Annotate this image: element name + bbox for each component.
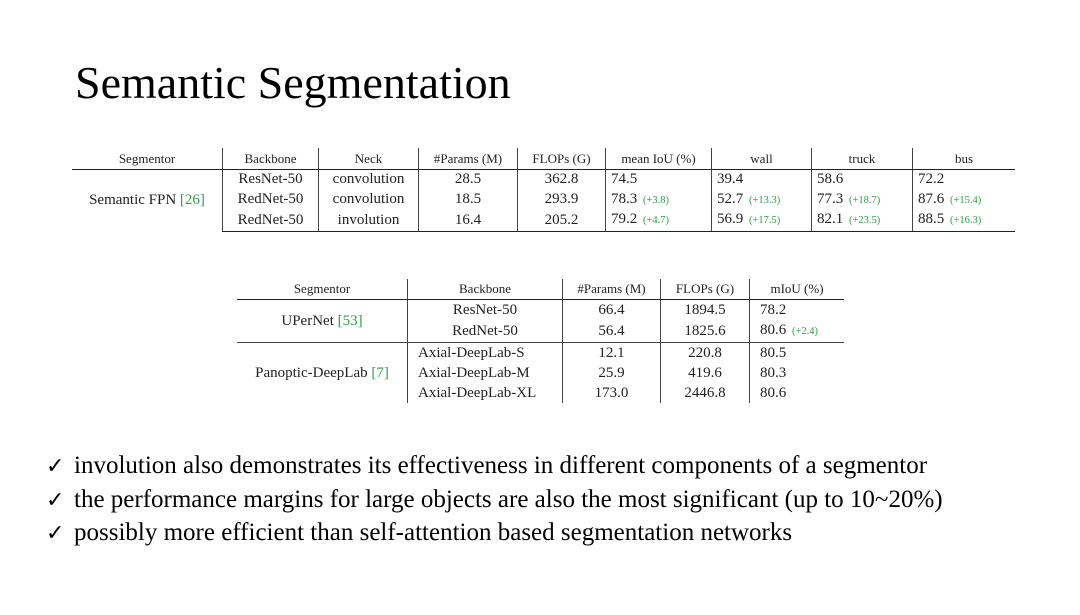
col-header-flops: FLOPs (G) <box>661 279 750 300</box>
citation: [26] <box>179 191 205 208</box>
semantic-fpn-results-table <box>72 148 1015 232</box>
checkmark-icon: ✓ <box>46 521 65 546</box>
slide-title: Semantic Segmentation <box>75 57 511 108</box>
bus-cell <box>913 190 1016 211</box>
miou-delta: (+3.8) <box>643 194 670 206</box>
bus-delta: (+15.4) <box>950 194 982 206</box>
segmentor-cell <box>237 343 408 404</box>
col-header-miou: mIoU (%) <box>750 279 845 300</box>
params-cell: 173.0 <box>563 383 661 403</box>
miou-value: 80.6 <box>760 322 787 338</box>
segmentor-name: Semantic FPN <box>89 191 177 208</box>
miou-cell <box>750 320 845 343</box>
flops-cell: 293.9 <box>518 190 606 211</box>
miou-value: 79.2 <box>611 211 638 227</box>
wall-cell <box>712 170 812 190</box>
truck-value: 82.1 <box>817 211 844 227</box>
truck-value: 58.6 <box>817 171 844 187</box>
wall-cell <box>712 210 812 231</box>
col-header-miou: mean IoU (%) <box>606 148 712 170</box>
table-header-row <box>237 279 844 300</box>
flops-cell: 220.8 <box>661 343 750 364</box>
miou-value: 78.2 <box>760 302 787 318</box>
truck-value: 77.3 <box>817 190 844 207</box>
flops-cell: 1894.5 <box>661 300 750 321</box>
col-header-backbone: Backbone <box>408 279 563 300</box>
flops-cell: 362.8 <box>518 170 606 190</box>
backbone-cell: RedNet-50 <box>223 190 319 211</box>
checkmark-icon: ✓ <box>46 487 65 513</box>
bullet-list <box>46 450 943 551</box>
truck-cell <box>812 190 913 211</box>
bus-delta: (+16.3) <box>950 215 982 226</box>
backbone-cell: RedNet-50 <box>223 210 319 231</box>
miou-cell <box>750 343 845 364</box>
miou-value: 78.3 <box>611 190 638 207</box>
truck-delta: (+23.5) <box>849 215 881 226</box>
flops-cell: 205.2 <box>518 210 606 231</box>
backbone-cell: Axial-DeepLab-S <box>408 343 563 364</box>
flops-cell: 2446.8 <box>661 383 750 403</box>
wall-value: 52.7 <box>717 190 744 207</box>
miou-cell <box>750 300 845 321</box>
bus-value: 87.6 <box>918 190 945 207</box>
checkmark-icon: ✓ <box>46 454 65 479</box>
backbone-cell: RedNet-50 <box>408 320 563 343</box>
miou-cell <box>606 190 712 211</box>
bullet-text: involution also demonstrates its effectiveness in different components of a segmentor <box>74 452 928 479</box>
miou-value: 80.5 <box>760 345 787 361</box>
miou-delta: (+4.7) <box>643 215 670 226</box>
col-header-bus: bus <box>913 148 1016 170</box>
table-row <box>237 300 844 321</box>
truck-cell <box>812 170 913 190</box>
miou-cell <box>606 210 712 231</box>
col-header-truck: truck <box>812 148 913 170</box>
wall-delta: (+13.3) <box>749 194 781 206</box>
neck-cell: involution <box>319 210 419 231</box>
flops-cell: 1825.6 <box>661 320 750 343</box>
wall-delta: (+17.5) <box>749 215 781 226</box>
bus-cell <box>913 210 1016 231</box>
bus-value: 88.5 <box>918 211 945 227</box>
miou-cell <box>606 170 712 190</box>
neck-cell: convolution <box>319 170 419 190</box>
segmentor-cell <box>237 300 408 343</box>
col-header-params: #Params (M) <box>419 148 518 170</box>
params-cell: 66.4 <box>563 300 661 321</box>
backbone-cell: Axial-DeepLab-XL <box>408 383 563 403</box>
bullet-item <box>46 517 943 551</box>
col-header-neck: Neck <box>319 148 419 170</box>
backbone-cell: Axial-DeepLab-M <box>408 363 563 383</box>
segmentor-name: UPerNet <box>281 313 334 329</box>
params-cell: 18.5 <box>419 190 518 211</box>
miou-value: 80.3 <box>760 365 787 381</box>
bullet-item <box>46 450 943 484</box>
segmentor-comparison-table <box>237 279 844 403</box>
col-header-backbone: Backbone <box>223 148 319 170</box>
wall-value: 39.4 <box>717 171 744 187</box>
params-cell: 56.4 <box>563 320 661 343</box>
wall-cell <box>712 190 812 211</box>
citation: [53] <box>337 313 363 329</box>
wall-value: 56.9 <box>717 211 744 227</box>
params-cell: 28.5 <box>419 170 518 190</box>
col-header-params: #Params (M) <box>563 279 661 300</box>
segmentor-cell <box>72 170 223 232</box>
params-cell: 12.1 <box>563 343 661 364</box>
col-header-segmentor: Segmentor <box>237 279 408 300</box>
bullet-item <box>46 484 943 518</box>
miou-value: 80.6 <box>760 385 787 401</box>
bus-cell <box>913 170 1016 190</box>
miou-value: 74.5 <box>611 171 638 187</box>
table-row <box>72 170 1015 190</box>
col-header-segmentor: Segmentor <box>72 148 223 170</box>
neck-cell: convolution <box>319 190 419 211</box>
segmentor-name: Panoptic-DeepLab <box>255 365 368 381</box>
params-cell: 25.9 <box>563 363 661 383</box>
miou-delta: (+2.4) <box>792 326 819 337</box>
backbone-cell: ResNet-50 <box>223 170 319 190</box>
backbone-cell: ResNet-50 <box>408 300 563 321</box>
bullet-text: possibly more efficient than self-attention based segmentation networks <box>74 519 793 546</box>
bus-value: 72.2 <box>918 171 945 187</box>
col-header-flops: FLOPs (G) <box>518 148 606 170</box>
table-header-row <box>72 148 1015 170</box>
table-row <box>237 343 844 364</box>
bullet-text: the performance margins for large objects are also the most significant (up to 10~20%) <box>74 485 943 513</box>
params-cell: 16.4 <box>419 210 518 231</box>
col-header-wall: wall <box>712 148 812 170</box>
miou-cell <box>750 363 845 383</box>
miou-cell <box>750 383 845 403</box>
flops-cell: 419.6 <box>661 363 750 383</box>
citation: [7] <box>371 365 389 381</box>
truck-cell <box>812 210 913 231</box>
truck-delta: (+18.7) <box>849 194 881 206</box>
